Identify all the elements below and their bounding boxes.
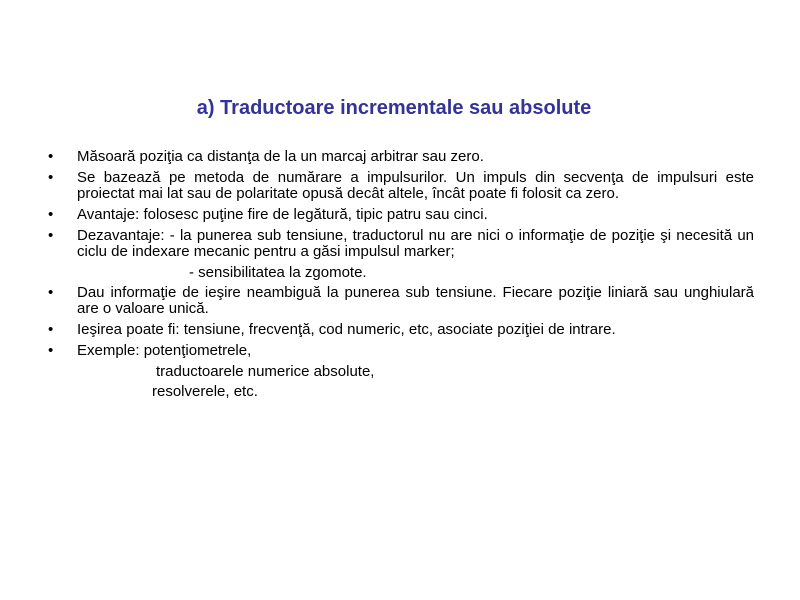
bullet-item: • Măsoară poziţia ca distanţa de la un marcaj arbitrar sau zero. — [48, 149, 754, 165]
bullet-item: • Exemple: potenţiometrele, — [48, 343, 754, 359]
bullet-continuation: resolverele, etc. — [152, 383, 258, 400]
bullet-item: • Dezavantaje: - la punerea sub tensiune, traductorul nu are nici o informaţie de poziţie şi necesită un ciclu de indexare mecanic pentru a găsi impulsul marker; — [48, 228, 754, 260]
bullet-continuation: traductoarele numerice absolute, — [156, 363, 375, 380]
bullet-item: • Se bazează pe metoda de numărare a impulsurilor. Un impuls din secvenţa de impulsuri este proiectat mai lat sau de polaritate opusă decât altele, încât poate fi folosit ca zero. — [48, 170, 754, 202]
bullet-item: • Dau informaţie de ieşire neambiguă la punerea sub tensiune. Fiecare poziţie liniară sau unghiulară are o valoare unică. — [48, 285, 754, 317]
bullet-item: • Avantaje: folosesc puţine fire de legătură, tipic patru sau cinci. — [48, 207, 754, 223]
bullet-item: • Ieşirea poate fi: tensiune, frecvenţă, cod numeric, etc, asociate poziţiei de intrare. — [48, 322, 754, 338]
slide-title: a) Traductoare incrementale sau absolute — [196, 97, 592, 119]
bullet-list — [48, 149, 754, 404]
bullet-continuation: - sensibilitatea la zgomote. — [189, 264, 367, 281]
